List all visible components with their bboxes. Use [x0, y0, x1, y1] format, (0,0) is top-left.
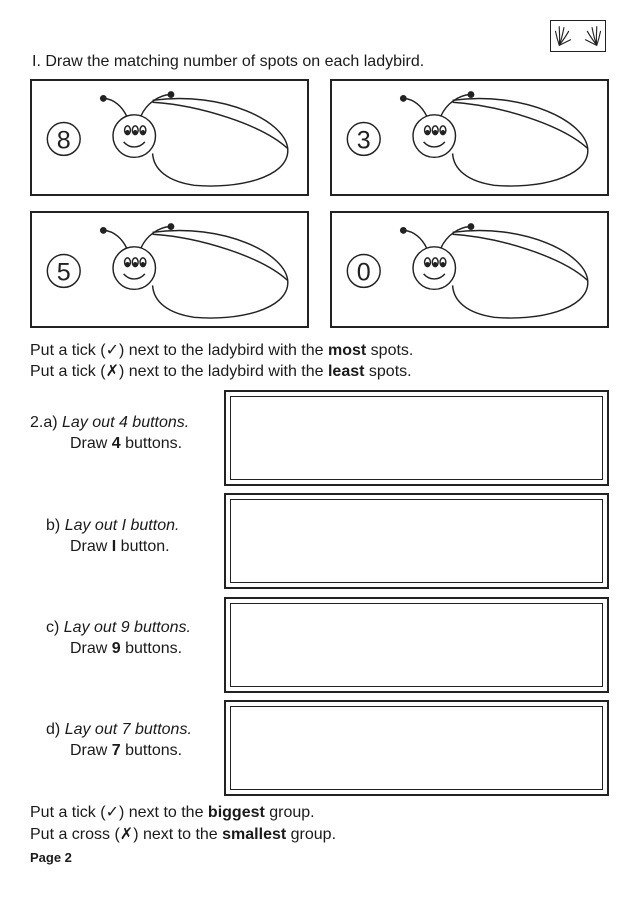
bold-number: 9: [111, 640, 121, 657]
text: Draw: [70, 640, 112, 657]
item-label: c): [46, 619, 60, 636]
text: Draw: [70, 435, 112, 452]
text: spots.: [366, 342, 414, 359]
page-number: Page 2: [30, 850, 72, 865]
item-label: d): [46, 721, 61, 738]
text: button.: [116, 538, 170, 555]
q2d-label: [46, 720, 192, 740]
ladybird-box-2: [330, 79, 609, 196]
q2d-draw: [70, 741, 182, 761]
ladybird-box-4: [330, 211, 609, 328]
text: Put a tick (✓) next to the: [30, 804, 208, 821]
ladybird-drawing: [401, 92, 588, 186]
q2-tick-biggest: [30, 803, 315, 823]
q2c-draw: [70, 639, 182, 659]
q2b-drawing-area[interactable]: [224, 493, 609, 589]
item-label: 2.a): [30, 414, 58, 431]
q2c-label: [46, 618, 191, 638]
text: buttons.: [120, 640, 183, 657]
ladybird-number: 3: [356, 126, 371, 155]
text: spots.: [364, 363, 412, 380]
q1-tick-least: [30, 362, 412, 382]
q1-number: I.: [32, 53, 41, 70]
ladybird-box-3: [30, 211, 309, 328]
bold-number: 7: [111, 742, 121, 759]
text: Draw: [70, 742, 112, 759]
ladybird-number: 5: [56, 258, 71, 287]
bold-text: smallest: [222, 826, 287, 843]
ladybird-number: 0: [356, 258, 371, 287]
layout-text: Lay out 9 buttons.: [63, 619, 191, 636]
q2d-drawing-area[interactable]: [224, 700, 609, 796]
bold-text: most: [327, 342, 367, 359]
text: Put a tick (✓) next to the ladybird with the: [30, 342, 328, 359]
layout-text: Lay out 7 buttons.: [64, 721, 192, 738]
layout-text: Lay out I button.: [64, 517, 180, 534]
q1-instruction-text: Draw the matching number of spots on each ladybird.: [45, 53, 425, 70]
q2b-label: [46, 516, 179, 536]
ladybird-number: 8: [56, 126, 71, 155]
bold-number: I: [111, 538, 117, 555]
ladybird-drawing: [101, 92, 288, 186]
q2-cross-smallest: [30, 825, 336, 845]
text: Draw: [70, 538, 112, 555]
q2a-draw: [70, 434, 182, 454]
ladybird-drawing: [401, 224, 588, 318]
text: buttons.: [120, 435, 183, 452]
q2c-drawing-area[interactable]: [224, 597, 609, 693]
ladybird-drawing: [101, 224, 288, 318]
text: buttons.: [120, 742, 183, 759]
ladybird-box-1: [30, 79, 309, 196]
q1-tick-most: [30, 341, 413, 361]
bold-text: biggest: [207, 804, 265, 821]
q2a-label: [30, 413, 189, 433]
layout-text: Lay out 4 buttons.: [62, 414, 190, 431]
q2a-drawing-area[interactable]: [224, 390, 609, 486]
q2b-draw: [70, 537, 170, 557]
text: Put a cross (✗) next to the: [30, 826, 223, 843]
text: Put a tick (✗) next to the ladybird with the: [30, 363, 328, 380]
bold-number: 4: [111, 435, 121, 452]
bold-text: least: [327, 363, 365, 380]
hands-icon: [551, 21, 605, 51]
text: group.: [264, 804, 315, 821]
text: group.: [286, 826, 337, 843]
item-label: b): [46, 517, 61, 534]
q1-instruction: [32, 52, 424, 72]
hands-logo: [550, 20, 606, 52]
